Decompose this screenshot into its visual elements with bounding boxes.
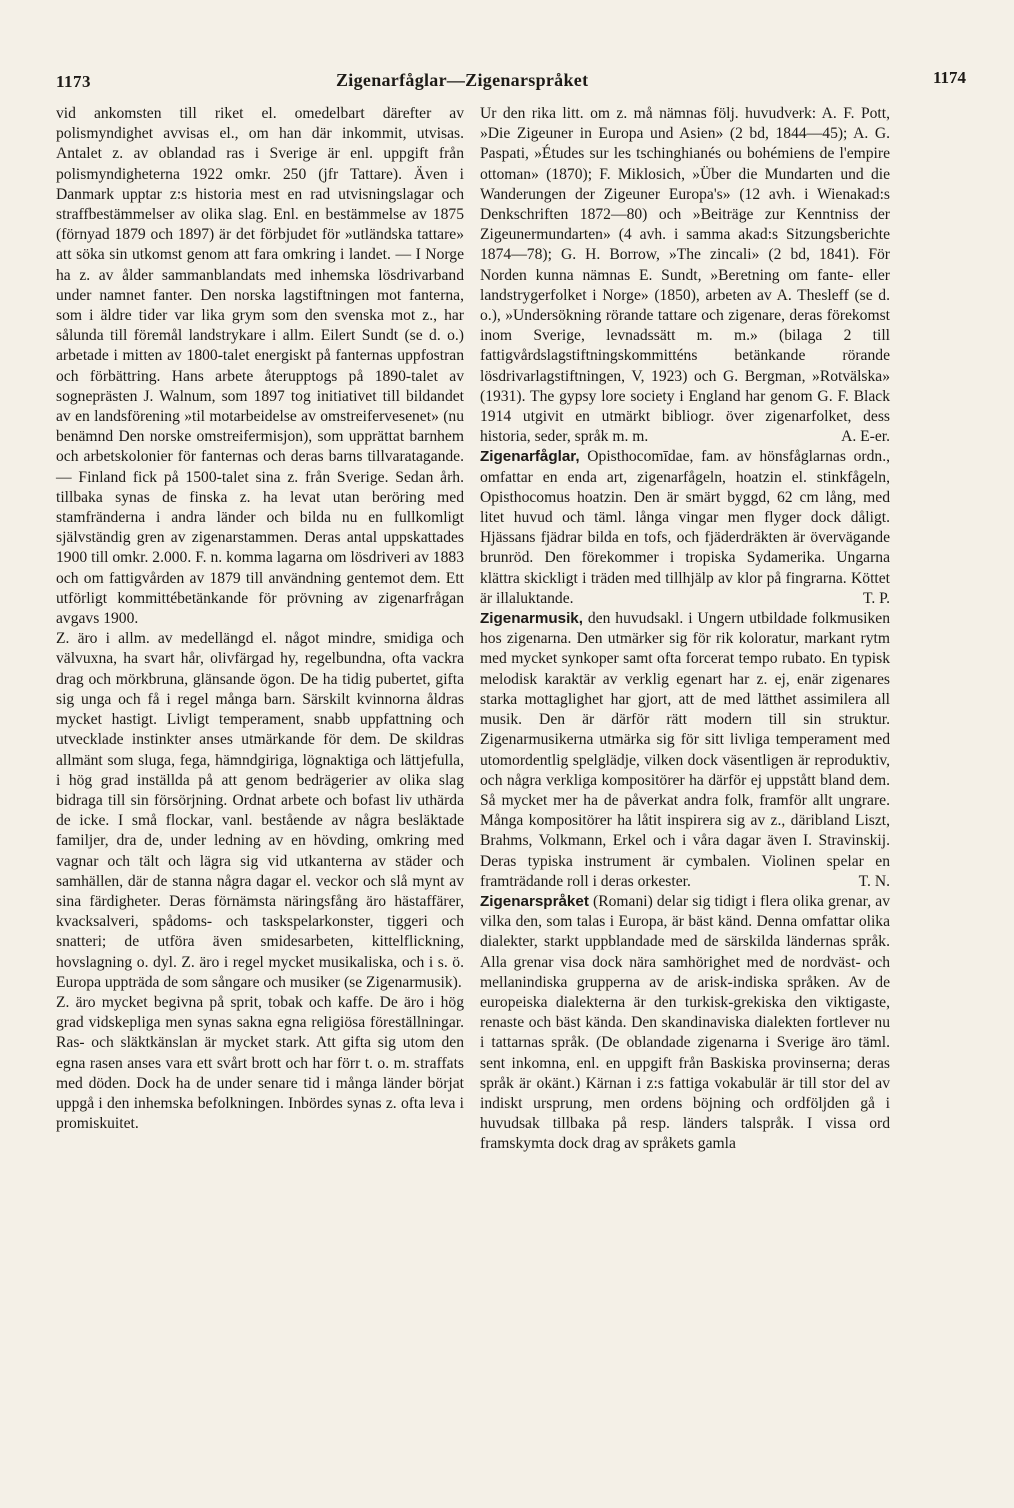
headword-zigenarfaglar: Zigenarfåglar, bbox=[480, 448, 580, 466]
right-paragraph-1 bbox=[480, 104, 890, 447]
headword-zigenarspraket: Zigenarspråket bbox=[480, 892, 589, 910]
left-paragraph-1: vid ankomsten till riket el. omedelbart därefter av polismyndighet avvisas el., om han där inkommit, utvisas. Antalet z. av oblandad ras i Sverige är enl. uppgift från polismyndigheterna 1922 omkr. 250 (jfr Tattare). Även i Danmark upptar z:s historia mest en rad utvisningslagar och straffbestämmelser av olika slag. Enl. en bestämmelse av 1875 (förnyad 1879 och 1897) är det förbjudet för »utländska tattare» att söka sin utkomst genom att fara omkring i landet. — I Norge ha z. av ålder sammanblandats med inhemska lösdrivarband under namnet fanter. Den norska lagstiftningen mot fanterna, som i äldre tider var lika grym som den svenska mot z., har sålunda till föremål landstrykare i allm. Eilert Sundt (se d. o.) arbetade i mitten av 1800-talet energiskt på fanternas uppfostran och förbättring. Hans arbete återupptogs på 1890-talet av sogneprästen J. Walnum, som 1897 tog initiativet till bildandet av en landsförening »til motarbeidelse av omstreifervesenet» (nu benämnd Den norske omstreifermisjon), som upprättat barnhem och arbetskolonier för fanternas och deras barns tillvaratagande. — Finland fick på 1500-talet sina z. från Sverige. Sedan årh. tillbaka synas de finska z. ha levat utan beröring med stamfränderna i andra länder och bilda nu en fullkomligt självständig gren av zigenarstammen. Deras antal uppskattades 1900 till omkr. 2.000. F. n. komma lagarna om lösdriveri av 1883 och om fattigvården av 1879 till användning gentemot dem. Ett utförligt kommittébetänkande för prövning av zigenarfrågan avgavs 1900. bbox=[56, 105, 464, 628]
entry-text-zigenarspraket: (Romani) delar sig tidigt i flera olika grenar, av vilka den, som talas i Europa, är bäst känd. Denna omfattar olika dialekter, starkt uppblandade med de särskilda ländernas språk. Alla grenar visa dock nära samhörighet med de nordväst- och mellanindiska grupperna av de arisk-indiska språken. Av de europeiska dialekterna är den turkisk-grekiska den viktigaste, renaste och bäst kända. Den skandinaviska dialekten fortlever nu i tattarnas språk. (De oblandade zigenarna i Sverige äro täml. sent inkomna, enl. en uppgift från Baskiska provinserna; deras språk är okänt.) Kärnan i z:s fattiga vokabulär är till stor del av indiskt ursprung, men ordens böjning och ordföljden gå i huvudsak tillbaka på resp. länders talspråk. I vissa ord framskymta dock drag av språkets gamla bbox=[480, 892, 890, 1153]
left-column bbox=[56, 104, 464, 1134]
right-column bbox=[480, 104, 890, 1155]
bibliography-text: Ur den rika litt. om z. må nämnas följ. huvudverk: A. F. Pott, »Die Zigeuner in Europa und Asien» (2 bd, 1844—45); A. G. Paspati, »Études sur les tschinghianés ou bohémiens de l'empire ottoman» (1870); F. Miklosich, »Über die Mundarten und die Wanderungen der Zigeuner Europa's» (12 avh. i Wienakad:s Denkschriften 1872—80) och »Beiträge zur Kenntniss der Zigeunermundarten» (4 avh. i samma akad:s Sitzungsberichte 1874—78); G. H. Borrow, »The zincali» (2 bd, 1841). För Norden kunna nämnas E. Sundt, »Beretning om fante- eller landstrygerfolket i Norge» (1850), arbeten av A. Thesleff (se d. o.), »Undersökning rörande tattare och zigenare, deras förekomst inom Sverige, levnadssätt m. m.» (bilaga 2 till fattigvårdslagstiftningskommitténs betänkande rörande lösdrivarlagstiftningen, V, 1923) och G. Bergman, »Rotvälska» (1931). The gypsy lore society i England har genom G. F. Black 1914 utgivit en utmärkt bibliogr. över zigenarfolket, dess historia, seder, språk m. m. bbox=[480, 105, 890, 446]
headword-zigenarmusik: Zigenarmusik, bbox=[480, 610, 583, 628]
entry-zigenarspraket bbox=[480, 892, 890, 1155]
entry-zigenarfaglar bbox=[480, 447, 890, 609]
author-signature-1: A. E-er. bbox=[841, 428, 890, 446]
entry-text-zigenarmusik: den huvudsakl. i Ungern utbildade folkmusiken hos zigenarna. Den utmärker sig för rik koloratur, markant rytm med mycket synkoper samt ofta forcerat tempo rubato. En typisk melodisk karaktär av verklig egenart har z. ej, enär zigenares starka mottaglighet har gjort, att de med lätthet assimilera all musik. Den är därför rätt modern till sin struktur. Zigenarmusikerna utmärka sig för sitt livliga temperament med utomordentlig spelglädje, vilken dock väsentligen är reproduktiv, och några verkliga kompositörer ha därför ej uppstått bland dem. Så mycket mer ha de påverkat andra folk, framför allt ungrare. Många kompositörer ha låtit inspirera sig av z., däribland Liszt, Brahms, Volkmann, Erkel och i våra dagar även I. Stravinskij. Deras typiska instrument är cymbalen. Violinen spelar en framträdande roll i deras orkester. bbox=[480, 610, 890, 890]
page-header bbox=[56, 66, 966, 96]
left-paragraph-3: Z. äro mycket begivna på sprit, tobak och kaffe. De äro i hög grad vidskepliga men synas sakna egna religiösa föreställningar. Ras- och släktkänslan är mycket stark. Att gifta sig utom den egna rasen anses vara ett svårt brott och har förr t. o. m. straffats med döden. Dock ha de under senare tid i många länder börjat uppgå i den inhemska befolkningen. Inbördes synas z. ofta leva i promiskuitet. bbox=[56, 993, 464, 1133]
page-number-left: 1173 bbox=[56, 72, 92, 91]
entry-zigenarmusik bbox=[480, 609, 890, 892]
author-signature-2: T. P. bbox=[862, 589, 890, 607]
left-paragraph-2: Z. äro i allm. av medellängd el. något mindre, smidiga och välvuxna, ha svart hår, olivfärgad hy, regelbundna, ofta vackra drag och mörkbruna, glänsande ögon. De ha tidig pubertet, gifta sig unga och få i regel många barn. Särskilt kvinnorna åldras mycket hastigt. Livligt temperament, snabb uppfattning och utvecklade instinkter anses utmärkande för dem. De skildras allmänt som sluga, fega, hämndgiriga, lögnaktiga och lättjefulla, i hög grad inställda på att genom bedrägerier av olika slag bidraga till sin försörjning. Ordnat arbete och bofast liv uthärda de icke. I små flockar, vanl. bestående av några besläktade familjer, dra de, under ledning av en hövding, omkring med vagnar och tält och lägra sig vid utkanterna av städer och samhällen, där de stanna några dagar el. veckor och slå mynt av sina färdigheter. Deras förnämsta näringsfång äro hästaffärer, kvacksalveri, spådoms- och taskspelarkonster, tiggeri och snatteri; de utföra även smidesarbeten, kittelflickning, hovslagning o. dyl. Z. äro i regel mycket musikaliska, och i s. ö. Europa uppträda de som sångare och musiker (se Zigenarmusik). bbox=[56, 630, 464, 991]
running-title: Zigenarfåglar—Zigenarspråket bbox=[336, 70, 589, 90]
author-signature-3: T. N. bbox=[858, 872, 890, 890]
entry-text-zigenarfaglar: Opisthocomīdae, fam. av hönsfåglarnas ordn., omfattar en enda art, zigenarfågeln, hoatzin el. stinkfågeln, Opisthocomus hoatzin. Den är smärt byggd, 62 cm lång, med litet huvud och täml. långa vingar men flyger dock dåligt. Hjässans fjädrar bilda en tofs, och fjäderdräkten är övervägande brunröd. Den förekommer i tropiska Sydamerika. Ungarna klättra skickligt i träden med tillhjälp av klor på fingrarna. Köttet är illaluktande. bbox=[480, 448, 890, 607]
page-number-right: 1174 bbox=[932, 68, 966, 87]
